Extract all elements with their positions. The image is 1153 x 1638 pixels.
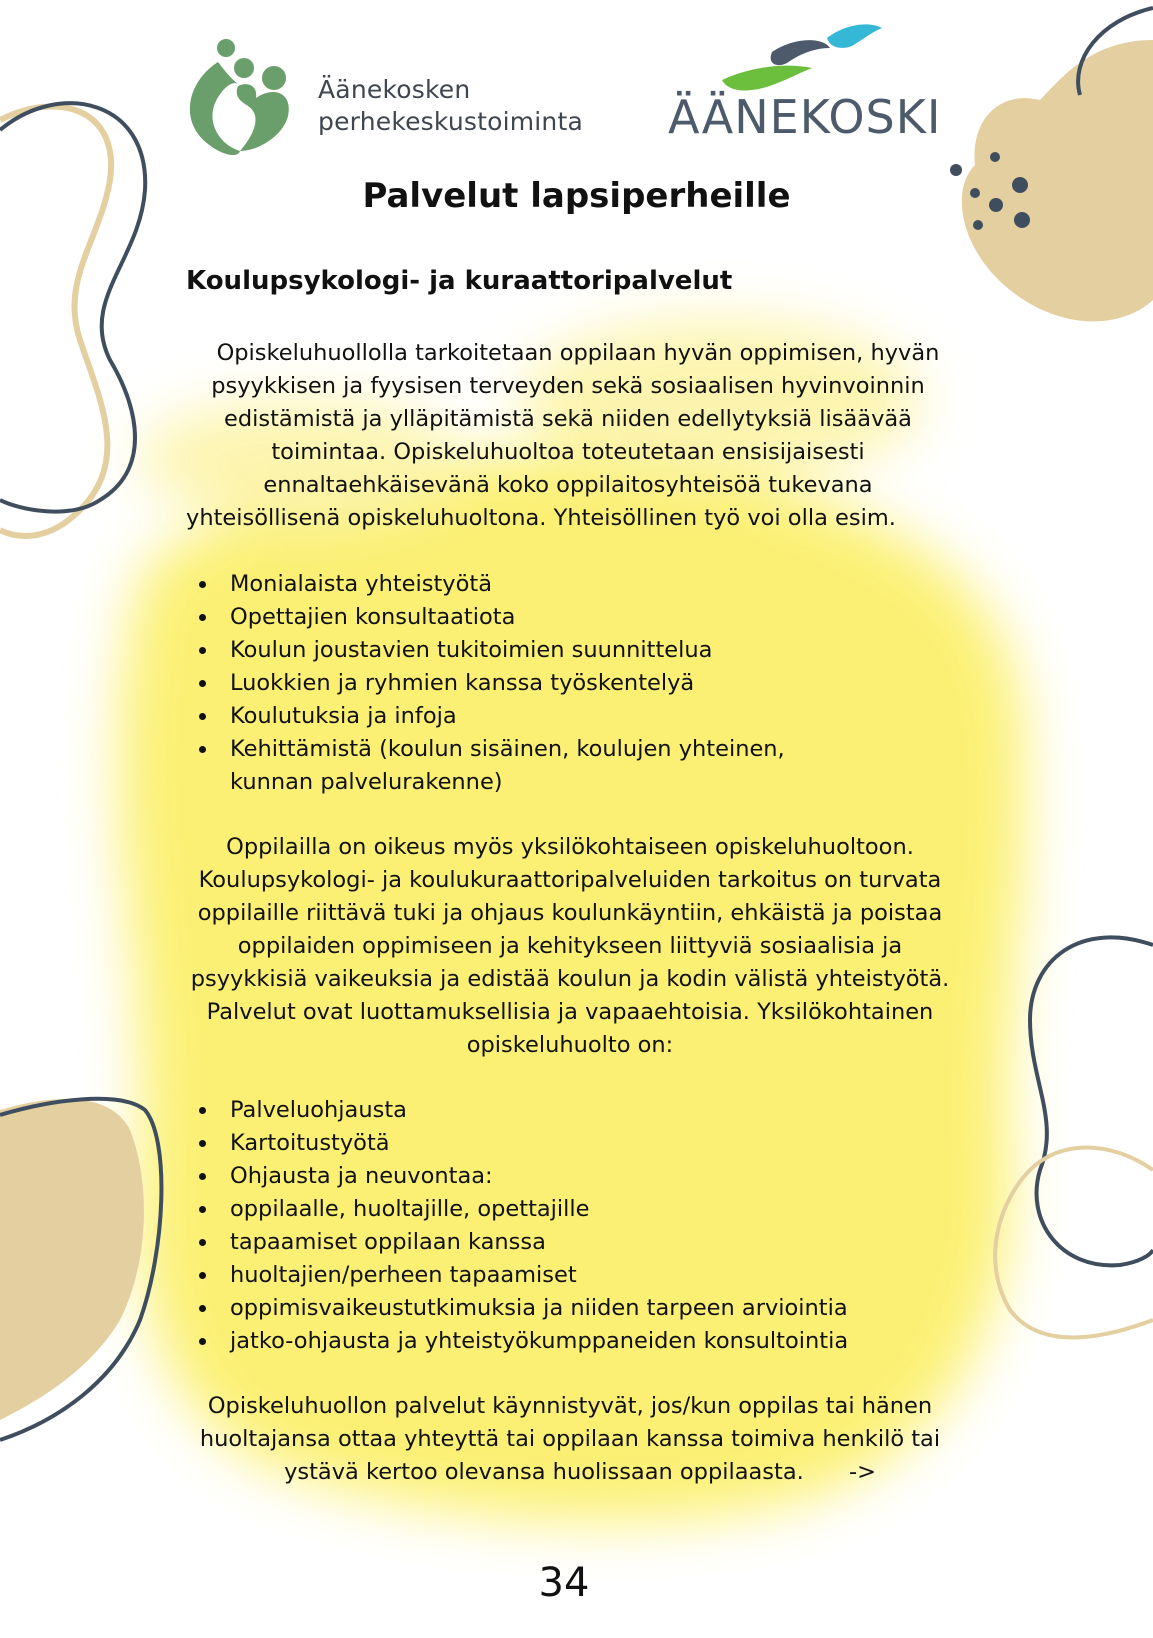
individual-care-paragraph [180, 831, 960, 1062]
intro-line: psyykkisen ja fyysisen terveyden sekä sosiaalisen hyvinvoinnin [211, 373, 925, 399]
list-item: oppilaalle, huoltajille, opettajille [190, 1193, 950, 1226]
aanekoski-swoosh-icon [712, 18, 912, 98]
list-item: oppimisvaikeustutkimuksia ja niiden tarpeen arviointia [190, 1292, 950, 1325]
intro-line: edistämistä ja ylläpitämistä sekä niiden edellytyksiä lisäävää [224, 406, 912, 432]
list-item: Koulun joustavien tukitoimien suunnittelua [190, 634, 930, 667]
list-item: jatko-ohjausta ja yhteistyökumppaneiden konsultointia [190, 1325, 950, 1358]
middle-line: Oppilailla on oikeus myös yksilökohtaiseen opiskeluhuoltoon. [226, 834, 914, 860]
closing-line: ystävä kertoo olevansa huolissaan oppilaasta. [284, 1459, 804, 1485]
closing-paragraph [180, 1390, 960, 1489]
middle-line: psyykkisiä vaikeuksia ja edistää koulun ja kodin välistä yhteistyötä. [190, 966, 950, 992]
page-number: 34 [538, 1560, 590, 1606]
list-item: Palveluohjausta [190, 1094, 950, 1127]
middle-line: Koulupsykologi- ja koulukuraattoripalveluiden tarkoitus on turvata [198, 867, 942, 893]
middle-line: Palvelut ovat luottamuksellisia ja vapaaehtoisia. Yksilökohtainen [206, 999, 934, 1025]
closing-line: huoltajansa ottaa yhteyttä tai oppilaan kanssa toimiva henkilö tai [199, 1426, 941, 1452]
list-item: huoltajien/perheen tapaamiset [190, 1259, 950, 1292]
list-item: Koulutuksia ja infoja [190, 700, 930, 733]
bottom-left-beige-blob [0, 1099, 144, 1420]
intro-line: Opiskeluhuollolla tarkoitetaan oppilaan hyvän oppimisen, hyvän [216, 340, 940, 366]
intro-line: ennaltaehkäisevänä koko oppilaitosyhteisöä tukevana [263, 472, 873, 498]
intro-line: toimintaa. Opiskeluhuoltoa toteutetaan ensisijaisesti [271, 439, 865, 465]
list-item: Luokkien ja ryhmien kanssa työskentelyä [190, 667, 930, 700]
middle-line: oppilaiden oppimiseen ja kehitykseen liittyviä sosiaalisia ja [237, 933, 903, 959]
left-beige-loop [0, 107, 111, 536]
logo-text-line2: perhekeskustoiminta [318, 107, 583, 136]
middle-line: opiskeluhuolto on: [466, 1032, 674, 1058]
aanekoski-logo-text: ÄÄNEKOSKI [668, 90, 942, 144]
list-item: Kehittämistä (koulun sisäinen, koulujen yhteinen, kunnan palvelurakenne) [190, 733, 850, 799]
logo-text-line1: Äänekosken [318, 75, 471, 104]
list-item: tapaamiset oppilaan kanssa [190, 1226, 950, 1259]
closing-line-with-marker [180, 1456, 960, 1489]
community-work-list [190, 568, 930, 799]
right-navy-loop [1030, 937, 1153, 1265]
intro-line: yhteisöllisenä opiskeluhuoltona. Yhteisöllinen työ voi olla esim. [186, 505, 896, 531]
right-beige-loop [995, 1148, 1153, 1338]
middle-line: oppilaille riittävä tuki ja ohjaus koulunkäyntiin, ehkäistä ja poistaa [197, 900, 943, 926]
perhekeskus-logo-text [318, 74, 583, 138]
page-title: Palvelut lapsiperheille [362, 176, 791, 216]
list-item: Monialaista yhteistyötä [190, 568, 930, 601]
list-item: Ohjausta ja neuvontaa: [190, 1160, 950, 1193]
perhekeskus-logo [178, 26, 598, 166]
closing-line: Opiskeluhuollon palvelut käynnistyvät, jos/kun oppilas tai hänen [207, 1393, 933, 1419]
intro-paragraph [186, 337, 950, 535]
continue-arrow: -> [848, 1459, 876, 1485]
family-heart-icon [178, 26, 318, 166]
aanekoski-logo [662, 16, 962, 146]
list-item: Kartoitustyötä [190, 1127, 950, 1160]
section-subtitle: Koulupsykologi- ja kuraattoripalvelut [186, 266, 733, 296]
individual-care-list [190, 1094, 950, 1358]
list-item: Opettajien konsultaatiota [190, 601, 930, 634]
